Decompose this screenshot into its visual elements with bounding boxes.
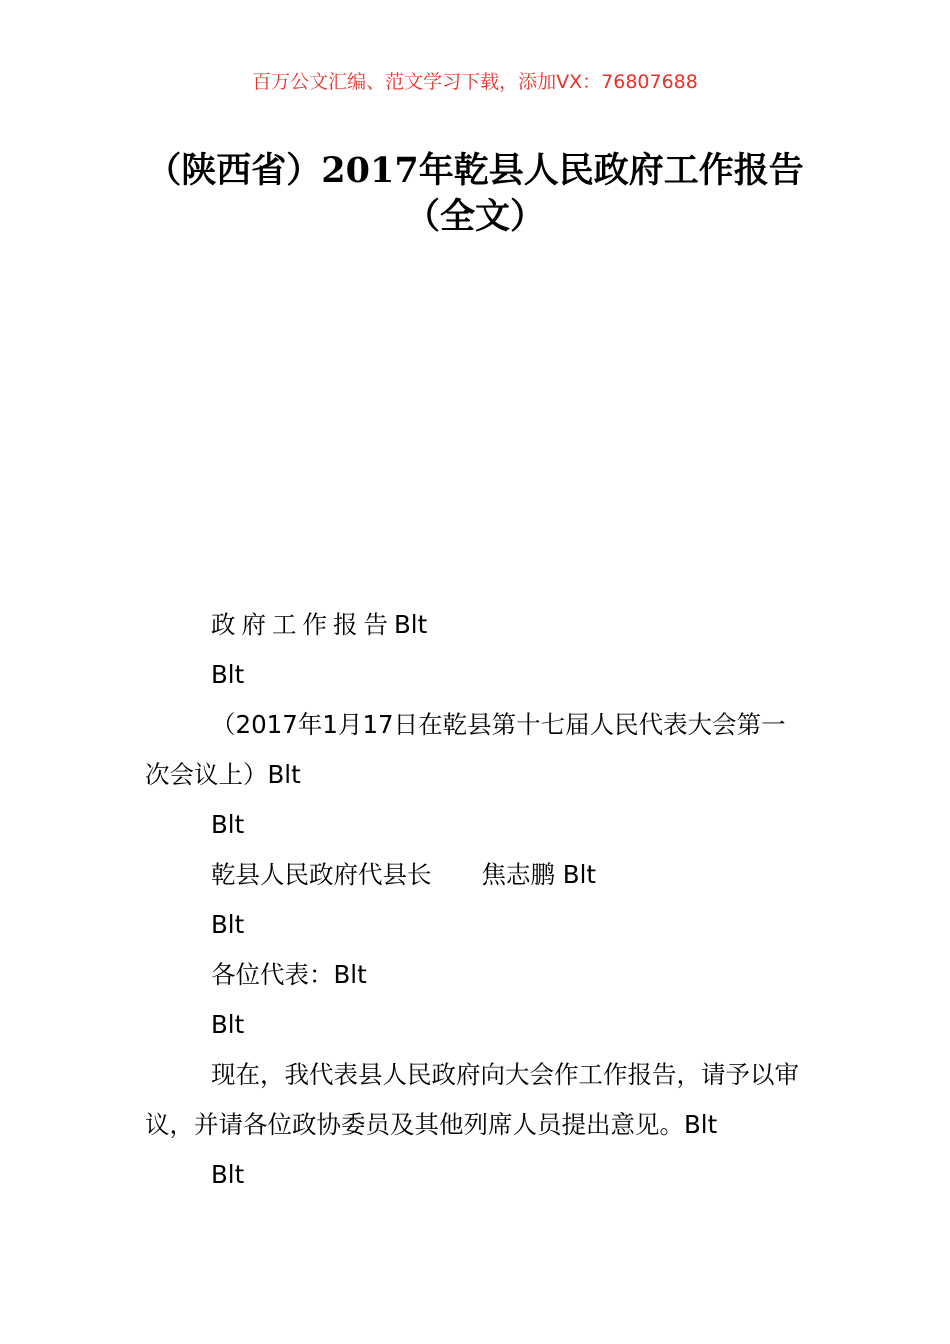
paragraph-opening: 现在，我代表县人民政府向大会作工作报告，请予以审议，并请各位政协委员及其他列席人员提出意见。Blt [145,1060,799,1139]
header-banner: 百万公文汇编、范文学习下载，添加VX：76807688 [252,71,698,93]
paragraph-blank-4: Blt [211,1010,245,1039]
paragraph-report-heading [145,600,810,650]
paragraph-blank-5: Blt [211,1160,245,1189]
speaker-role: 乾县人民政府代县长 [211,860,432,889]
report-heading-tail: Blt [394,610,428,639]
title-line-1: （陕西省）2017年乾县人民政府工作报告 [146,150,804,191]
document-title [100,148,850,240]
paragraph-salutation: 各位代表：Blt [211,960,367,989]
report-heading-text: 政府工作报告 [211,610,394,639]
paragraph-blank-3: Blt [211,910,245,939]
paragraph-meeting-date: （2017年1月17日在乾县第十七届人民代表大会第一次会议上）Blt [145,710,786,789]
title-line-2: （全文） [404,196,545,237]
speaker-name: 焦志鹏 Blt [481,860,597,889]
paragraph-speaker [145,850,810,900]
document-body [145,600,810,1200]
paragraph-blank-2: Blt [211,810,245,839]
paragraph-blank-1: Blt [211,660,245,689]
